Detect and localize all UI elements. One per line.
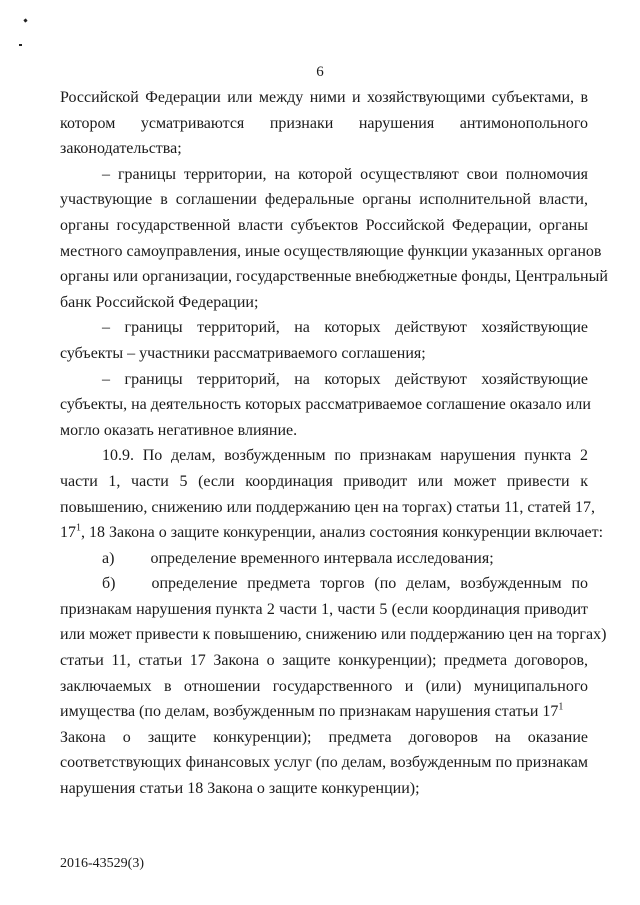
text-line: – границы территорий, на которых действуют хозяйствующие <box>102 319 588 337</box>
text-line: могло оказать негативное влияние. <box>60 421 298 439</box>
text-line: или может привести к повышению, снижению или поддержанию цен на торгах) <box>60 626 607 644</box>
text-line <box>60 699 588 725</box>
page-number: 6 <box>316 64 324 80</box>
text-line: местного самоуправления, иные осуществляющие функции указанных органов <box>60 242 602 260</box>
text-line: Российской Федерации или между ними и хозяйствующими субъектами, в <box>60 89 588 106</box>
text-line: – границы территорий, на которых действуют хозяйствующие <box>102 370 588 388</box>
text-line <box>60 520 604 546</box>
text-line: признакам нарушения пункта 2 части 1, части 5 (если координация приводит <box>60 600 588 618</box>
text-line: субъекты – участники рассматриваемого соглашения; <box>60 344 426 362</box>
text-line: органы государственной власти субъектов Российской Федерации, органы <box>60 216 588 234</box>
list-item-text: определение временного интервала исследования; <box>150 549 494 567</box>
superscript: 1 <box>558 701 564 713</box>
text-line: соответствующих финансовых услуг (по делам, возбужденным по признакам <box>60 754 588 772</box>
scan-speck <box>23 18 27 22</box>
text-line: повышению, снижению или поддержанию цен на торгах) статьи 11, статей 17, <box>60 498 595 516</box>
list-marker: б) <box>102 575 116 593</box>
list-item-text: определение предмета торгов (по делам, возбужденным по <box>151 575 588 593</box>
text-line: части 1, части 5 (если координация приводит или может привести к <box>60 472 588 490</box>
text-segment: имущества (по делам, возбужденным по признакам нарушения статьи 17 <box>60 703 559 721</box>
text-segment: , 18 Закона о защите конкуренции, анализ состояния конкуренции включает: <box>81 524 604 542</box>
list-item-b <box>60 571 588 597</box>
text-segment: 17 <box>60 524 76 542</box>
text-line: Закона о защите конкуренции); предмета договоров на оказание <box>60 728 588 746</box>
text-line: участвующие в соглашении федеральные органы исполнительной власти, <box>60 191 588 209</box>
text-line: заключаемых в отношении государственного и (или) муниципального <box>60 677 588 695</box>
text-line: – границы территории, на которой осуществляют свои полномочия <box>102 165 588 183</box>
document-body <box>60 85 608 802</box>
list-item-a <box>60 546 588 572</box>
superscript: 1 <box>76 522 81 534</box>
text-line: банк Российской Федерации; <box>60 293 259 311</box>
text-line: субъекты, на деятельность которых рассматриваемое соглашение оказало или <box>60 396 591 414</box>
list-marker: а) <box>102 549 115 567</box>
text-line: законодательства; <box>60 140 182 158</box>
document-code: 2016-43529(3) <box>60 856 144 871</box>
text-line: органы или организации, государственные внебюджетные фонды, Центральный <box>60 268 608 286</box>
text-line: котором усматриваются признаки нарушения антимонопольного <box>60 114 588 132</box>
text-line: 10.9. По делам, возбужденным по признакам нарушения пункта 2 <box>102 447 588 465</box>
text-line: нарушения статьи 18 Закона о защите конкуренции); <box>60 780 420 798</box>
text-line: статьи 11, статьи 17 Закона о защите конкуренции); предмета договоров, <box>60 652 588 670</box>
scan-speck <box>19 44 22 46</box>
